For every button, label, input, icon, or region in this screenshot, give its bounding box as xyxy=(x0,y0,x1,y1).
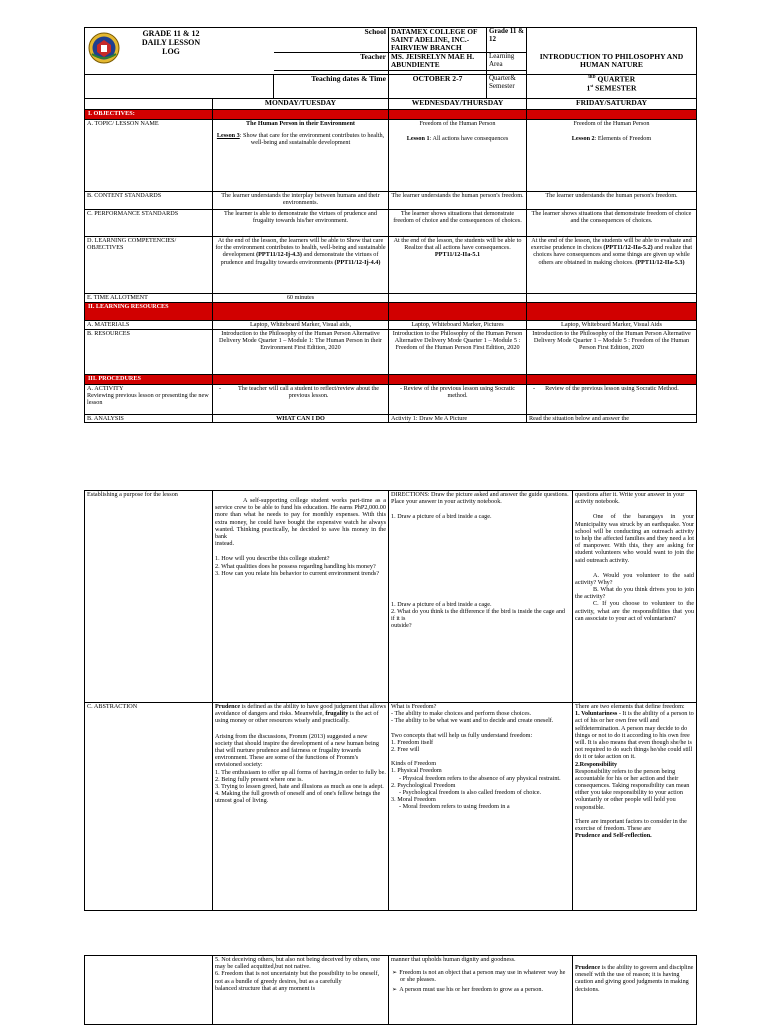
analysis-label: B. ANALYSIS xyxy=(85,415,213,423)
teacher-label: Teacher xyxy=(274,53,389,71)
learning-area-label: Learning Area xyxy=(487,53,527,71)
abstraction-fri: There are two elements that define freedom: 1. Voluntariness - It is the ability of a person to act of his or her own free will and selfdetermination. A person may decide to do things or not to do it according to his own free will. It is also means that even though she/he is not required to do such things he/she could still do it or take action on it. 2.Responsibility Responsibility refers to the person being accountable for his or her action and their consequences. Taking responsibility can mean either you take responsibility to your action voluntarily or other people will hold you responsible. There are important factors to consider in the exercise of freedom. These are Prudence and Self-reflection. xyxy=(573,703,697,911)
dates-value: OCTOBER 2-7 xyxy=(389,75,487,99)
content-mon: The learner understands the interplay between humans and their environments. xyxy=(213,192,389,210)
performance-mon: The learner is able to demonstrate the virtues of prudence and frugality towards his/her environment. xyxy=(213,210,389,237)
time-allotment-value: 60 minutes xyxy=(213,294,389,303)
dates-label: Teaching dates & Time xyxy=(274,75,389,99)
section-resources: II. LEARNING RESOURCES xyxy=(85,303,213,321)
resources-label: B. RESOURCES xyxy=(85,330,213,375)
list-item: ➢ Freedom is not an object that a person may use in whatever way he or she pleases. xyxy=(392,969,566,984)
day-monday-tuesday: MONDAY/TUESDAY xyxy=(213,99,389,110)
section-objectives: I. OBJECTIVES: xyxy=(85,110,213,120)
competencies-label: D. LEARNING COMPETENCIES/ OBJECTIVES xyxy=(85,237,213,294)
performance-standards-label: C. PERFORMANCE STANDARDS xyxy=(85,210,213,237)
performance-wed: The learner shows situations that demonstrate freedom of choice and the consequences of choices. xyxy=(389,210,527,237)
abstraction-wed-cont: manner that upholds human dignity and goodness. ➢ Freedom is not an object that a person may use in whatever way he or she pleases. ➢ A person must use his or her freedom to grow as a person. xyxy=(389,956,573,1025)
dll-title: GRADE 11 & 12 DAILY LESSON LOG xyxy=(141,29,201,56)
abstraction-label: C. ABSTRACTION xyxy=(85,703,213,911)
school-label: School xyxy=(274,28,389,53)
lesson-log-table-continued xyxy=(84,490,697,911)
abstraction-mon: Prudence is defined as the ability to have good judgment that allows avoidance of dangers and risks. Meanwhile, frugality is the act of using money or other resources wisely and practically. Arising from the discussions, Fromm (2013) suggested a new society that should inspire the development of a new human being that will nurture prudence and fairness or frugality towards environment. These are some of the functions of Fromm's envisioned society: 1. The enthusiasm to offer up all forms of having,in order to fully be. 2. Being fully present where one is. 3. Trying to lessen greed, hate and illusions as much as one is adept. 4. Making the full growth of oneself and of one's fellow beings the utmost goal of living. xyxy=(213,703,389,911)
arrow-bullet-icon: ➢ xyxy=(392,985,398,993)
activity-mon: - The teacher will call a student to reflect/review about the previous lesson. xyxy=(213,385,389,415)
performance-fri: The learner shows situations that demonstrate freedom of choice and the consequences of choices. xyxy=(527,210,697,237)
lesson-log-table-page-3 xyxy=(84,955,697,1025)
materials-label: A. MATERIALS xyxy=(85,321,213,330)
abstraction-mon-cont: 5. Not deceiving others, but also not being deceived by others, one may be called acquitted,but not native. 6. Freedom that is not uncertainty but the possibility to be oneself, not as a bundle of greedy desires, but as a carefully balanced structure that at any moment is xyxy=(213,956,389,1025)
topic-label: A. TOPIC/ LESSON NAME xyxy=(85,120,213,192)
activity-fri: - Review of the previous lesson using Socratic Method. xyxy=(527,385,697,415)
topic-mon: The Human Person in their Environment Lesson 3: Show that care for the environment contributes to health, well-being and sustainable development xyxy=(213,120,389,192)
arrow-bullet-icon: ➢ xyxy=(392,969,398,977)
school-seal-logo xyxy=(88,32,120,64)
materials-fri: Laptop, Whiteboard Marker, Visual Aids xyxy=(527,321,697,330)
activity-wed: - Review of the previous lesson using Socratic method. xyxy=(389,385,527,415)
purpose-mon: A self-supporting college student works part-time as a service crew to be able to fund his education. He earns PhP2,000.00 more than what he needs to pay for monthly expenses. With this extra money, he could have bought the expensive watch he always wanted. Thinking practically, he decided to save his money in the bank instead. 1. How will you describe this college student? 2. What qualities does he possess regarding handling his money? 3. How can you relate his behavior to current environment trends? xyxy=(213,491,389,703)
school-value: DATAMEX COLLEGE OF SAINT ADELINE, INC.- FAIRVIEW BRANCH xyxy=(389,28,487,53)
competency-wed: At the end of the lesson, the students will be able to Realize that all actions have consequences. PPT11/12-IIa-5.1 xyxy=(389,237,527,294)
section-procedures: III. PROCEDURES xyxy=(85,375,213,385)
competency-mon: At the end of the lesson, the learners will be able to Show that care for the environment contributes to health, well-being and sustainable development (PPT11/12-Ij-4.3) and demonstrate the virtues of prudence and frugality towards environments (PPT11/12-Ij-4.4) xyxy=(213,237,389,294)
list-item: ➢ A person must use his or her freedom to grow as a person. xyxy=(392,985,544,993)
abstraction-fri-cont: Prudence is the ability to govern and discipline oneself with the use of reason; it is having caution and giving good judgments in making decisions. xyxy=(573,956,697,1025)
analysis-fri: Read the situation below and answer the xyxy=(527,415,697,423)
materials-mon: Laptop, Whiteboard Marker, Visual aids, xyxy=(213,321,389,330)
resources-fri: Introduction to the Philosophy of the Human Person Alternative Delivery Mode Quarter 1 – Module 5 : Freedom of the Human Person First Edition, 2020 xyxy=(527,330,697,375)
purpose-fri: questions after it. Write your answer in your activity notebook. One of the barangays in your Municipality was struck by an earthquake. Your school will be conducting an outreach activity to help the affected families and they need a lot of manpower. With this, they are asking for student volunteers who would want to join the said outreach activity. A. Would you volunteer to the said activity? Why? B. What do you think drives you to join the activity? C. If you choose to volunteer to the activity, what are the responsibilities that you can associate to your act of voluntarism? xyxy=(573,491,697,703)
time-allotment-label: E. TIME ALLOTMENT xyxy=(85,294,213,303)
topic-wed: Freedom of the Human Person Lesson 1: All actions have consequences xyxy=(389,120,527,192)
quarter-label: Quarter& Semester xyxy=(487,75,527,99)
topic-fri: Freedom of the Human Person Lesson 2: Elements of Freedom xyxy=(527,120,697,192)
content-wed: The learner understands the human person's freedom. xyxy=(389,192,527,210)
lesson-log-table xyxy=(84,27,697,423)
resources-wed: Introduction to the Philosophy of the Human Person Alternative Delivery Mode Quarter 1 – Module 5 : Freedom of the Human Person First Edition, 2020 xyxy=(389,330,527,375)
materials-wed: Laptop, Whiteboard Marker, Pictures xyxy=(389,321,527,330)
abstraction-wed: What is Freedom? - The ability to make choices and perform those choices. - The ability to be what we want and to decide and create oneself. Two concepts that will help us fully understand freedom: 1. Freedom itself 2. Free will Kinds of Freedom 1. Physical Freedom - Physical freedom refers to the absence of any physical restraint. 2. Psychological Freedom - Psychological freedom is also called freedom of choice. 3. Moral Freedom - Moral freedom refers to using freedom in a xyxy=(389,703,573,911)
content-standards-label: B. CONTENT STANDARDS xyxy=(85,192,213,210)
header-title-cell xyxy=(85,28,274,75)
grade-value: Grade 11 & 12 xyxy=(487,28,527,53)
analysis-mon: WHAT CAN I DO xyxy=(213,415,389,423)
page-3 xyxy=(0,955,768,1024)
page-1 xyxy=(0,0,768,452)
competency-fri: At the end of the lesson, the students will be able to evaluate and exercise prudence in choices (PPT11/12-IIa-5.2) and realize that choices have consequences and some things are given up while others are obtained in making choices. (PPT11/12-IIa-5.3) xyxy=(527,237,697,294)
learning-area-value: INTRODUCTION TO PHILOSOPHY AND HUMAN NATURE xyxy=(527,53,697,75)
day-wednesday-thursday: WEDNESDAY/THURSDAY xyxy=(389,99,527,110)
resources-mon: Introduction to the Philosophy of the Human Person Alternative Delivery Mode Quarter 1 – Module 1: The Human Person in their Environment First Edition, 2020 xyxy=(213,330,389,375)
page-2 xyxy=(0,490,768,910)
purpose-wed: DIRECTIONS: Draw the picture asked and answer the guide questions. Place your answer in your activity notebook. 1. Draw a picture of a bird inside a cage. 1. Draw a picture of a bird inside a cage. 2. What do you think is the difference if the bird is inside the cage and if it is outside? xyxy=(389,491,573,703)
day-friday-saturday: FRIDAY/SATURDAY xyxy=(527,99,697,110)
content-fri: The learner understands the human person's freedom. xyxy=(527,192,697,210)
analysis-wed: Activity 1: Draw Me A Picture xyxy=(389,415,527,423)
activity-label: A. ACTIVITY Reviewing previous lesson or presenting the new lesson xyxy=(85,385,213,415)
purpose-label: Establishing a purpose for the lesson xyxy=(85,491,213,703)
teacher-value: MS. JEISRELYN MAE H. ABUNDIENTE xyxy=(389,53,487,71)
quarter-value: $^{3RD}$ QUARTER 1st SEMESTER xyxy=(527,75,697,99)
